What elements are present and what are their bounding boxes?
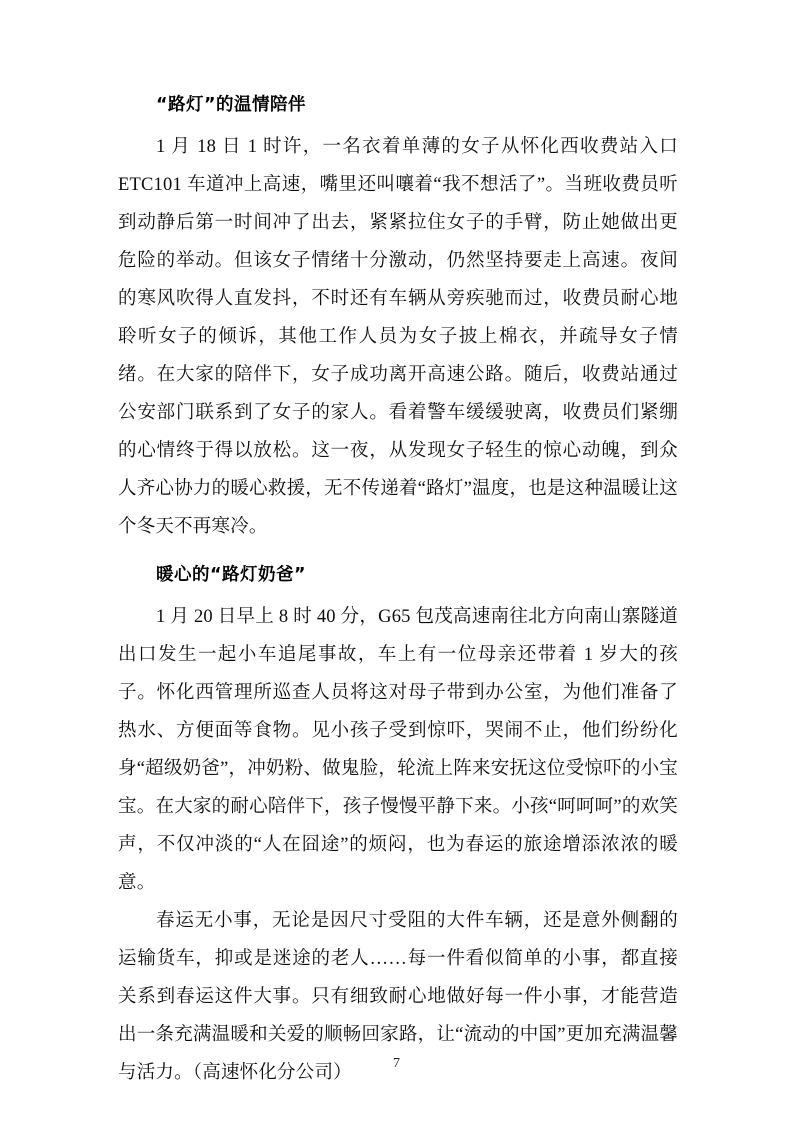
page-number: 7	[393, 1056, 400, 1071]
paragraph: 1 月 18 日 1 时许，一名衣着单薄的女子从怀化西收费站入口 ETC101 车道冲上高速，嘴里还叫嚷着“我不想活了”。当班收费员听到动静后第一时间冲了出去，紧紧拉住女子的手臂，防止她做出更危险的举动。但该女子情绪十分激动，仍然坚持要走上高速。夜间的寒风吹得人直发抖，不时还有车辆从旁疾驰而过，收费员耐心地聆听女子的倾诉，其他工作人员为女子披上棉衣，并疏导女子情绪。在大家的陪伴下，女子成功离开高速公路。随后，收费站通过公安部门联系到了女子的家人。看着警车缓缓驶离，收费员们紧绷的心情终于得以放松。这一夜，从发现女子轻生的惊心动魄，到众人齐心协力的暖心救援，无不传递着“路灯”温度，也是这种温暖让这个冬天不再寒冷。	[118, 137, 678, 537]
section-heading-1: “路灯”的温情陪伴	[156, 95, 307, 115]
paragraph: 1 月 20 日早上 8 时 40 分，G65 包茂高速南往北方向南山寨隧道出口发生一起小车追尾事故，车上有一位母亲还带着 1 岁大的孩子。怀化西管理所巡查人员将这对母子带到办公室，为他们准备了热水、方便面等食物。见小孩子受到惊吓，哭闹不止，他们纷纷化身“超级奶爸”，冲奶粉、做鬼脸，轮流上阵来安抚这位受惊吓的小宝宝。在大家的耐心陪伴下，孩子慢慢平静下来。小孩“呵呵呵”的欢笑声，不仅冲淡的“人在囧途”的烦闷，也为春运的旅途增添浓浓的暖意。	[118, 607, 678, 893]
section-heading-2: 暖心的“路灯奶爸”	[156, 565, 307, 585]
paragraph: 春运无小事，无论是因尺寸受阻的大件车辆，还是意外侧翻的运输货车，抑或是迷途的老人……每一件看似简单的小事，都直接关系到春运这件大事。只有细致耐心地做好每一件小事，才能营造出一条充满温暖和关爱的顺畅回家路，让“流动的中国”更加充满温馨与活力。（高速怀化分公司）	[118, 911, 678, 1083]
document-body	[118, 86, 678, 1092]
